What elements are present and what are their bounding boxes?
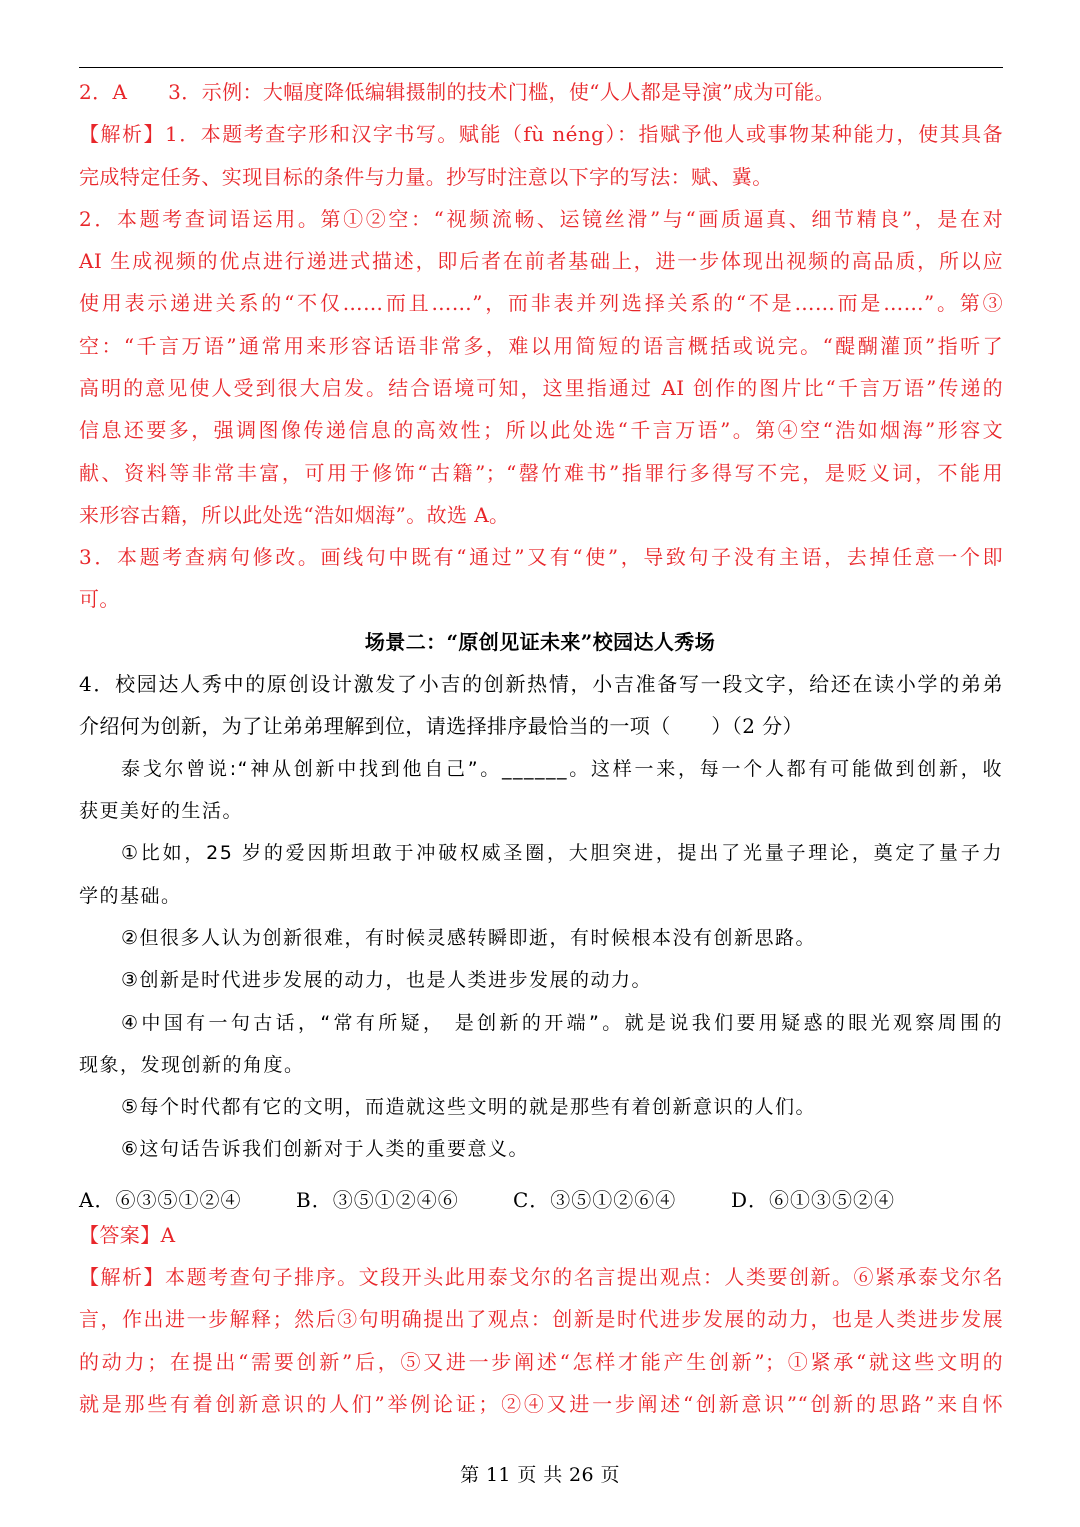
passage-line: 获更美好的生活。: [79, 800, 244, 822]
explain-line: 信息还要多，强调图像传递信息的高效性；所以此处选“千言万语”。第④空“浩如烟海”形容文: [79, 418, 1003, 442]
answer-label: 【答案】A: [79, 1223, 176, 1247]
explain-line: 空：“千言万语”通常用来形容话语非常多，难以用简短的语言概括或说完。“醍醐灌顶”指听了: [79, 334, 1003, 358]
option-c: C．③⑤①②⑥④: [513, 1188, 677, 1212]
sentence-2: ②但很多人认为创新很难，有时候灵感转瞬即逝，有时候根本没有创新思路。: [121, 927, 817, 949]
sentence-4-cont: 现象，发现创新的角度。: [79, 1054, 305, 1076]
header-rule: [79, 67, 1003, 68]
page-footer: 第 11 页 共 26 页: [460, 1464, 620, 1486]
passage-line: 泰戈尔曾说:“神从创新中找到他自己”。______。这样一来，每一个人都有可能做到创新，收: [121, 758, 1003, 780]
explain-line: 高明的意见使人受到很大启发。结合语境可知，这里指通过 AI 创作的图片比“千言万语”传递的: [79, 376, 1003, 400]
option-a: A．⑥③⑤①②④: [79, 1188, 242, 1212]
question-stem: 4．校园达人秀中的原创设计激发了小吉的创新热情，小吉准备写一段文字，给还在读小学的弟弟: [79, 672, 1003, 696]
explain-line: 完成特定任务、实现目标的条件与力量。抄写时注意以下字的写法：赋、冀。: [79, 165, 773, 189]
sentence-1: ①比如，25 岁的爱因斯坦敢于冲破权威圣圈，大胆突进，提出了光量子理论，奠定了量子力: [121, 842, 1003, 864]
explain-line: 使用表示递进关系的“不仅……而且……”，而非表并列选择关系的“不是……而是……”。第③: [79, 291, 1003, 315]
explain-line: 的动力；在提出“需要创新”后，⑤又进一步阐述“怎样才能产生创新”；①紧承“就这些文明的: [79, 1350, 1003, 1374]
sentence-1-cont: 学的基础。: [79, 885, 182, 907]
sentence-4: ④中国有一句古话，“常有所疑， 是创新的开端”。就是说我们要用疑惑的眼光观察周围的: [121, 1012, 1003, 1034]
question-stem: 介绍何为创新，为了让弟弟理解到位，请选择排序最恰当的一项（ ）（2 分）: [79, 714, 803, 738]
answer-line-2-3: 2．A 3．示例：大幅度降低编辑摄制的技术门槛，使“人人都是导演”成为可能。: [79, 80, 835, 104]
explain-line: 献、资料等非常丰富，可用于修饰“古籍”；“罄竹难书”指罪行多得写不完，是贬义词，不能用: [79, 461, 1003, 485]
explain-line: 【解析】本题考查句子排序。文段开头此用泰戈尔的名言提出观点：人类要创新。⑥紧承泰戈尔名: [79, 1265, 1003, 1289]
option-b: B．③⑤①②④⑥: [296, 1188, 459, 1212]
option-d: D．⑥①③⑤②④: [731, 1188, 896, 1212]
explain-line: 【解析】1．本题考查字形和汉字书写。赋能（fù néng）：指赋予他人或事物某种能力，使其具备: [79, 122, 1003, 146]
sentence-6: ⑥这句话告诉我们创新对于人类的重要意义。: [121, 1138, 530, 1160]
explain-line: 言，作出进一步解释；然后③句明确提出了观点：创新是时代进步发展的动力，也是人类进步发展: [79, 1307, 1003, 1331]
explain-line: AI 生成视频的优点进行递进式描述，即后者在前者基础上，进一步体现出视频的高品质，所以应: [79, 249, 1003, 273]
explain-line: 来形容古籍，所以此处选“浩如烟海”。故选 A。: [79, 503, 510, 527]
explain-line: 2．本题考查词语运用。第①②空：“视频流畅、运镜丝滑”与“画质逼真、细节精良”，是在对: [79, 207, 1003, 231]
explain-line: 3．本题考查病句修改。画线句中既有“通过”又有“使”，导致句子没有主语，去掉任意一个即: [79, 545, 1003, 569]
sentence-5: ⑤每个时代都有它的文明，而造就这些文明的就是那些有着创新意识的人们。: [121, 1096, 817, 1118]
explain-line: 就是那些有着创新意识的人们”举例论证；②④又进一步阐述“创新意识”“创新的思路”来自怀: [79, 1392, 1003, 1416]
explain-line: 可。: [79, 587, 120, 611]
scene-title: 场景二：“原创见证未来”校园达人秀场: [364, 630, 716, 654]
sentence-3: ③创新是时代进步发展的动力，也是人类进步发展的动力。: [121, 969, 653, 991]
